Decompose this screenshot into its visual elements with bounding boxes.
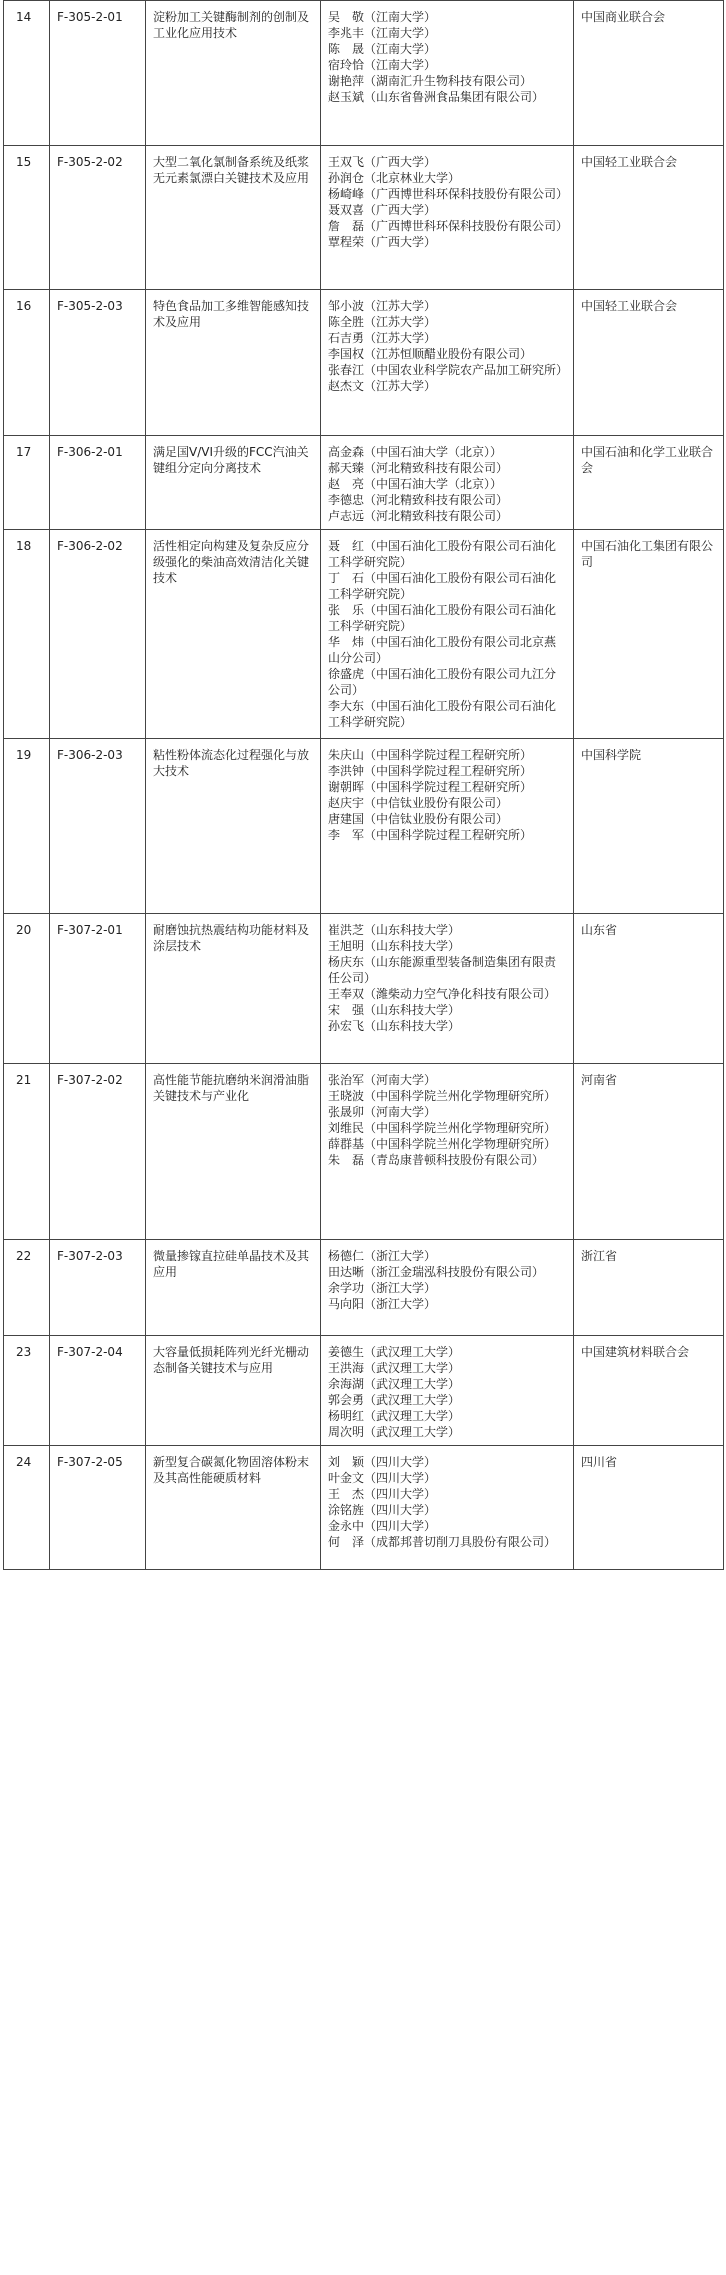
- contributor: 陈全胜（江苏大学）: [328, 315, 437, 329]
- contributor: 叶金文（四川大学）: [328, 1471, 437, 1485]
- contributor: 丁 石（中国石油化工股份有限公司石油化工科学研究院）: [328, 571, 557, 601]
- contributor: 赵庆宇（中信钛业股份有限公司）: [328, 796, 509, 810]
- project-code: F-306-2-03: [50, 739, 146, 914]
- contributors-cell: [321, 146, 574, 290]
- contributor: 何 泽（成都邦普切削刀具股份有限公司）: [328, 1535, 557, 1549]
- contributor: 王奉双（潍柴动力空气净化科技有限公司）: [328, 987, 557, 1001]
- contributor: 郭会勇（武汉理工大学）: [328, 1393, 461, 1407]
- project-code: F-307-2-02: [50, 1064, 146, 1240]
- table-row: [4, 914, 724, 1064]
- table-row: [4, 1336, 724, 1446]
- contributor: 朱庆山（中国科学院过程工程研究所）: [328, 748, 533, 762]
- contributor: 余学功（浙江大学）: [328, 1281, 437, 1295]
- nominating-unit: 中国科学院: [574, 739, 724, 914]
- contributor: 李兆丰（江南大学）: [328, 26, 437, 40]
- row-number: 21: [4, 1064, 50, 1240]
- row-number: 16: [4, 290, 50, 436]
- contributor: 周次明（武汉理工大学）: [328, 1425, 461, 1439]
- contributor: 覃程荣（广西大学）: [328, 235, 437, 249]
- contributor: 张晟卯（河南大学）: [328, 1105, 437, 1119]
- project-name: 微量掺镓直拉硅单晶技术及其应用: [146, 1240, 321, 1336]
- table-row: [4, 290, 724, 436]
- row-number: 23: [4, 1336, 50, 1446]
- project-name: 大容量低损耗阵列光纤光栅动态制备关键技术与应用: [146, 1336, 321, 1446]
- nominating-unit: 中国轻工业联合会: [574, 146, 724, 290]
- project-name: 新型复合碳氮化物固溶体粉末及其高性能硬质材料: [146, 1446, 321, 1570]
- contributor: 朱 磊（青岛康普顿科技股份有限公司）: [328, 1153, 545, 1167]
- nominating-unit: 山东省: [574, 914, 724, 1064]
- row-number: 24: [4, 1446, 50, 1570]
- table-row: [4, 1064, 724, 1240]
- contributor: 李洪钟（中国科学院过程工程研究所）: [328, 764, 533, 778]
- contributor: 谢朝晖（中国科学院过程工程研究所）: [328, 780, 533, 794]
- nominating-unit: 中国石油化工集团有限公司: [574, 530, 724, 739]
- contributors-cell: [321, 1064, 574, 1240]
- project-code: F-305-2-02: [50, 146, 146, 290]
- row-number: 15: [4, 146, 50, 290]
- contributor: 王双飞（广西大学）: [328, 155, 437, 169]
- project-name: 大型二氧化氯制备系统及纸浆无元素氯漂白关键技术及应用: [146, 146, 321, 290]
- contributor: 石吉勇（江苏大学）: [328, 331, 437, 345]
- contributor: 李德忠（河北精致科技有限公司）: [328, 493, 509, 507]
- contributor: 高金森（中国石油大学（北京））: [328, 445, 503, 459]
- contributor: 宋 强（山东科技大学）: [328, 1003, 461, 1017]
- contributors-cell: [321, 1446, 574, 1570]
- nominating-unit: 中国轻工业联合会: [574, 290, 724, 436]
- contributors-cell: [321, 1240, 574, 1336]
- nominating-unit: 中国商业联合会: [574, 1, 724, 146]
- table-row: [4, 530, 724, 739]
- project-name: 特色食品加工多维智能感知技术及应用: [146, 290, 321, 436]
- contributor: 唐建国（中信钛业股份有限公司）: [328, 812, 509, 826]
- contributor: 邹小波（江苏大学）: [328, 299, 437, 313]
- contributor: 姜德生（武汉理工大学）: [328, 1345, 461, 1359]
- contributor: 华 炜（中国石油化工股份有限公司北京燕山分公司）: [328, 635, 557, 665]
- contributor: 詹 磊（广西博世科环保科技股份有限公司）: [328, 219, 569, 233]
- project-name: 活性相定向构建及复杂反应分级强化的柴油高效清洁化关键技术: [146, 530, 321, 739]
- contributor: 徐盛虎（中国石油化工股份有限公司九江分公司）: [328, 667, 557, 697]
- contributor: 陈 晟（江南大学）: [328, 42, 437, 56]
- contributor: 李国权（江苏恒顺醋业股份有限公司）: [328, 347, 533, 361]
- project-code: F-306-2-02: [50, 530, 146, 739]
- row-number: 18: [4, 530, 50, 739]
- contributor: 杨德仁（浙江大学）: [328, 1249, 437, 1263]
- contributors-cell: [321, 739, 574, 914]
- contributor: 刘 颖（四川大学）: [328, 1455, 437, 1469]
- contributor: 李大东（中国石油化工股份有限公司石油化工科学研究院）: [328, 699, 557, 729]
- table-row: [4, 146, 724, 290]
- contributor: 涂铭旌（四川大学）: [328, 1503, 437, 1517]
- table-row: [4, 1240, 724, 1336]
- contributor: 谢艳萍（湖南汇升生物科技有限公司）: [328, 74, 533, 88]
- contributor: 孙润仓（北京林业大学）: [328, 171, 461, 185]
- award-table-body: [4, 1, 724, 1570]
- contributor: 田达晰（浙江金瑞泓科技股份有限公司）: [328, 1265, 545, 1279]
- contributor: 孙宏飞（山东科技大学）: [328, 1019, 461, 1033]
- contributor: 薛群基（中国科学院兰州化学物理研究所）: [328, 1137, 557, 1151]
- contributor: 卢志远（河北精致科技有限公司）: [328, 509, 509, 523]
- contributor: 王晓波（中国科学院兰州化学物理研究所）: [328, 1089, 557, 1103]
- contributor: 赵玉斌（山东省鲁洲食品集团有限公司）: [328, 90, 545, 104]
- project-name: 满足国V/VI升级的FCC汽油关键组分定向分离技术: [146, 436, 321, 530]
- contributors-cell: [321, 1336, 574, 1446]
- contributors-cell: [321, 530, 574, 739]
- contributor: 刘维民（中国科学院兰州化学物理研究所）: [328, 1121, 557, 1135]
- project-name: 耐磨蚀抗热震结构功能材料及涂层技术: [146, 914, 321, 1064]
- row-number: 20: [4, 914, 50, 1064]
- nominating-unit: 中国建筑材料联合会: [574, 1336, 724, 1446]
- contributor: 聂 红（中国石油化工股份有限公司石油化工科学研究院）: [328, 539, 557, 569]
- contributors-cell: [321, 436, 574, 530]
- contributor: 吴 敬（江南大学）: [328, 10, 437, 24]
- contributor: 崔洪芝（山东科技大学）: [328, 923, 461, 937]
- contributors-cell: [321, 290, 574, 436]
- contributor: 李 军（中国科学院过程工程研究所）: [328, 828, 533, 842]
- nominating-unit: 中国石油和化学工业联合会: [574, 436, 724, 530]
- nominating-unit: 四川省: [574, 1446, 724, 1570]
- nominating-unit: 河南省: [574, 1064, 724, 1240]
- contributor: 余海湖（武汉理工大学）: [328, 1377, 461, 1391]
- contributor: 王洪海（武汉理工大学）: [328, 1361, 461, 1375]
- contributor: 王旭明（山东科技大学）: [328, 939, 461, 953]
- project-code: F-307-2-04: [50, 1336, 146, 1446]
- project-name: 淀粉加工关键酶制剂的创制及工业化应用技术: [146, 1, 321, 146]
- project-code: F-306-2-01: [50, 436, 146, 530]
- row-number: 17: [4, 436, 50, 530]
- contributor: 宿玲恰（江南大学）: [328, 58, 437, 72]
- project-name: 粘性粉体流态化过程强化与放大技术: [146, 739, 321, 914]
- table-row: [4, 739, 724, 914]
- table-row: [4, 1, 724, 146]
- row-number: 14: [4, 1, 50, 146]
- project-code: F-307-2-03: [50, 1240, 146, 1336]
- table-row: [4, 436, 724, 530]
- project-code: F-307-2-01: [50, 914, 146, 1064]
- contributor: 张 乐（中国石油化工股份有限公司石油化工科学研究院）: [328, 603, 557, 633]
- nominating-unit: 浙江省: [574, 1240, 724, 1336]
- contributor: 张春江（中国农业科学院农产品加工研究所）: [328, 363, 569, 377]
- project-code: F-307-2-05: [50, 1446, 146, 1570]
- contributor: 郝天臻（河北精致科技有限公司）: [328, 461, 509, 475]
- contributor: 杨庆东（山东能源重型装备制造集团有限责任公司）: [328, 955, 557, 985]
- contributor: 赵 亮（中国石油大学（北京））: [328, 477, 503, 491]
- project-name: 高性能节能抗磨纳米润滑油脂关键技术与产业化: [146, 1064, 321, 1240]
- contributor: 张治军（河南大学）: [328, 1073, 437, 1087]
- award-table: [3, 0, 724, 1570]
- table-row: [4, 1446, 724, 1570]
- row-number: 22: [4, 1240, 50, 1336]
- contributor: 聂双喜（广西大学）: [328, 203, 437, 217]
- contributor: 赵杰文（江苏大学）: [328, 379, 437, 393]
- contributor: 马向阳（浙江大学）: [328, 1297, 437, 1311]
- contributor: 金永中（四川大学）: [328, 1519, 437, 1533]
- contributor: 杨明红（武汉理工大学）: [328, 1409, 461, 1423]
- project-code: F-305-2-03: [50, 290, 146, 436]
- row-number: 19: [4, 739, 50, 914]
- contributors-cell: [321, 1, 574, 146]
- contributor: 杨崎峰（广西博世科环保科技股份有限公司）: [328, 187, 569, 201]
- contributors-cell: [321, 914, 574, 1064]
- project-code: F-305-2-01: [50, 1, 146, 146]
- contributor: 王 杰（四川大学）: [328, 1487, 437, 1501]
